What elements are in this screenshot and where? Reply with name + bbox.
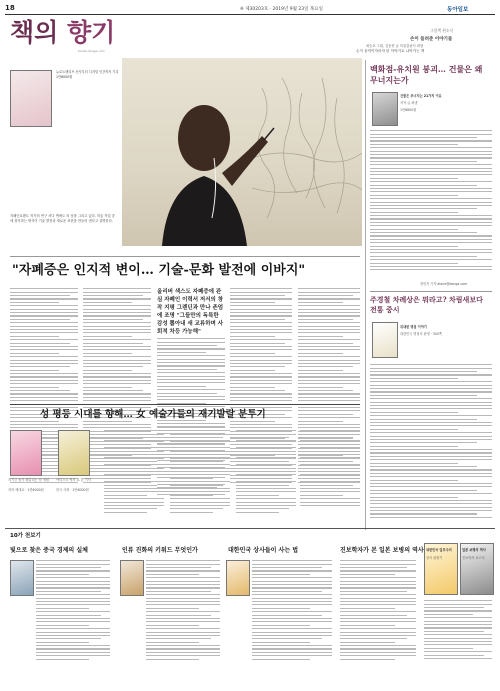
bottom-col-2-body bbox=[146, 558, 220, 678]
second-story-rule bbox=[10, 404, 360, 405]
page-number: 18 bbox=[5, 4, 15, 12]
sidebar-review-book-title: 건물은 무너지는 21가지 이유 bbox=[400, 94, 442, 98]
second-body-col-1 bbox=[104, 428, 164, 518]
top-right-line1: 손이 들려준 이야기들 bbox=[410, 37, 453, 42]
bottom-section-rule bbox=[5, 528, 495, 529]
bottom-col-3-headline: 대한민국 상사들이 사는 법 bbox=[228, 547, 299, 554]
second-book-2-title: 아티스트 역사 로 본 기사 bbox=[56, 478, 91, 482]
main-pull-quote: 올리버 색스도 자폐증에 관심 자폐인 이력서 저서의 창작 지평 그렌딘과 만나 존엄에 조명 "그들만의 독특한 감성 뽑아내 새 교류하며 사회적 차등 가능해" bbox=[157, 289, 224, 335]
inset-book-cover bbox=[10, 70, 52, 127]
bottom-book-2-cover bbox=[120, 560, 144, 596]
bottom-right-book-2-meta: 진보학자 보고서 bbox=[462, 556, 485, 560]
second-book-2-cover bbox=[58, 430, 90, 476]
sidebar-teaser-body bbox=[370, 362, 492, 524]
second-body-col-2 bbox=[170, 428, 230, 518]
bottom-col-1-headline: 빛으로 찾은 중국 경제의 실체 bbox=[10, 547, 88, 554]
photo-caption: 지폐인호텐트 작가의 연구 서다 벽에도 의 상을 그리고 있다. 미술 작업 중에 창작하는 방식이 기술 발전과 새로운 표현을 만들어 낸다고 설명한다. bbox=[10, 214, 115, 223]
bottom-right-book-1-meta: 상사 관찰기 bbox=[426, 556, 443, 560]
masthead-title-part2: 향기 bbox=[67, 18, 116, 47]
bottom-col-4-body bbox=[340, 558, 416, 678]
headline-rule-top bbox=[10, 256, 360, 257]
sidebar-separator bbox=[370, 291, 492, 292]
top-right-kicker: 그림책 편소식 bbox=[430, 28, 454, 33]
bottom-col-1-body bbox=[36, 558, 110, 678]
newspaper-name: 동아일보 bbox=[447, 7, 469, 13]
sidebar-teaser-book-ref: 위대한 명절 이야기 bbox=[400, 325, 427, 329]
dateline: ※ 제30203호 · 2019년 9월 23일 목요일 bbox=[240, 7, 323, 12]
bottom-col-2-headline: 인류 진화의 키워드 무엇인가 bbox=[122, 547, 198, 554]
sidebar-review-book-cover bbox=[372, 92, 398, 126]
top-right-line3: 손이 움직이자마자 한 이야기로 나아가는 책 bbox=[356, 49, 425, 53]
masthead-url: books.donga.com bbox=[78, 49, 105, 53]
bottom-right-book-1-title: 대한민국 업무주의 bbox=[426, 548, 452, 552]
bottom-book-3-cover bbox=[226, 560, 250, 596]
bottom-col-4-headline: 진보학자가 본 일본 보병의 역사 bbox=[340, 547, 424, 554]
second-body-col-4 bbox=[300, 428, 360, 518]
sidebar-review-book-author: 저자 글 펴냄 bbox=[400, 101, 418, 105]
header-rule bbox=[5, 14, 495, 15]
sidebar-review-body bbox=[370, 128, 492, 278]
sidebar-teaser-book-cover bbox=[372, 322, 398, 358]
masthead-title bbox=[10, 18, 115, 48]
sidebar-review-book-meta: 1만6800원 bbox=[400, 108, 417, 112]
bottom-banner: 10가 천보기 bbox=[10, 533, 41, 539]
bottom-right-body bbox=[424, 598, 492, 678]
second-headline: 성 평등 시대를 향해… 女 예술가들의 재기발랄 분투기 bbox=[40, 409, 266, 420]
second-book-1-meta: 지하 세대로 · 1만6000원 bbox=[8, 488, 44, 492]
bottom-book-1-cover bbox=[10, 560, 34, 596]
main-headline: "자폐증은 인지적 변이… 기술-문화 발전에 이바지" bbox=[12, 263, 306, 278]
second-book-1-cover bbox=[10, 430, 42, 476]
photo-illustration bbox=[122, 58, 362, 246]
sidebar-review-byline: 정민지 기자 alone@donga.com bbox=[420, 282, 468, 286]
inset-book-caption: 뉴로트렌티브 선사부터 디지털 인간까지 기록 1만8000원 bbox=[56, 70, 119, 79]
second-book-1-title: 지기긴 돌기 떼갈리는 남 정원 bbox=[8, 478, 50, 482]
second-body-col-3 bbox=[236, 428, 296, 518]
sidebar-review-headline: 백화점-유치원 붕괴… 건물은 왜 무너지는가 bbox=[370, 64, 483, 85]
main-photo bbox=[122, 58, 362, 246]
top-right-line2: 최승호 그림, 김동현 글 비룡출판사 펴냄 bbox=[366, 44, 424, 48]
sidebar-divider bbox=[365, 60, 366, 530]
sidebar-teaser-book-meta: 대한민국 명절의 탄생 · 300쪽 bbox=[400, 332, 442, 336]
sidebar-teaser-headline: 주경철 차례상은 뭐라고? 차림새보다 전통 중시 bbox=[370, 295, 483, 314]
masthead-title-part1: 책의 bbox=[10, 18, 59, 47]
second-book-2-meta: 한국 사회 · 1만6000원 bbox=[56, 488, 89, 492]
bottom-right-book-2-title: 일본 보병의 역사 bbox=[462, 548, 486, 552]
bottom-col-3-body bbox=[252, 558, 332, 678]
